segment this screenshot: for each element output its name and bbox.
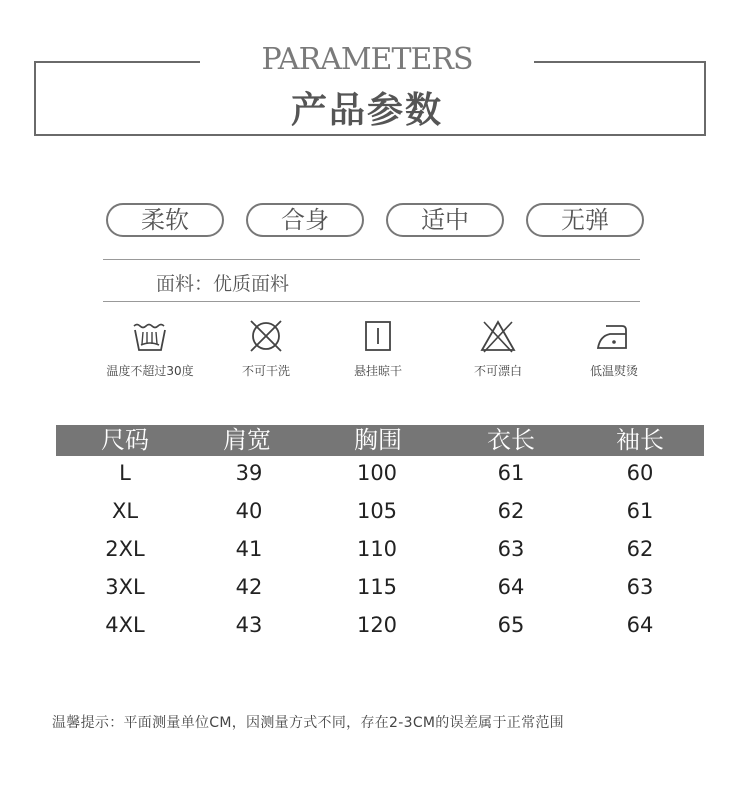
care-label-no-dry: 不可干洗 xyxy=(241,364,290,378)
care-item-no-bleach xyxy=(438,318,558,379)
size-table-header xyxy=(56,425,704,456)
table-cell: 61 xyxy=(626,499,654,523)
tag-fit: 合身 xyxy=(246,203,364,237)
table-cell: 115 xyxy=(356,575,398,599)
table-cell: 65 xyxy=(497,613,525,637)
table-cell: 120 xyxy=(356,613,398,637)
feature-tags xyxy=(106,203,646,239)
fabric-label: 面料：优质面料 xyxy=(156,273,290,295)
table-cell: 4XL xyxy=(105,613,145,637)
table-cell: 62 xyxy=(626,537,654,561)
table-cell: 60 xyxy=(626,461,654,485)
th-chest: 胸围 xyxy=(354,426,402,454)
th-size: 尺码 xyxy=(101,426,149,454)
measurement-note: 温馨提示：平面测量单位CM，因测量方式不同，存在2-3CM的误差属于正常范围 xyxy=(52,715,564,731)
no-tumble-dry-icon xyxy=(246,318,286,354)
tag-no-stretch: 无弹 xyxy=(526,203,644,237)
care-item-no-dry xyxy=(206,318,326,379)
table-cell: 63 xyxy=(497,537,525,561)
no-bleach-icon xyxy=(478,318,518,354)
care-label-wash: 温度不超过30度 xyxy=(106,364,194,378)
title-english: PARAMETERS xyxy=(261,42,473,77)
tag-moderate: 适中 xyxy=(386,203,504,237)
table-cell: 40 xyxy=(235,499,263,523)
table-cell: 63 xyxy=(626,575,654,599)
care-label-hang: 悬挂晾干 xyxy=(353,364,402,378)
title-chinese: 产品参数 xyxy=(290,90,443,131)
table-cell: 61 xyxy=(497,461,525,485)
table-cell: 64 xyxy=(497,575,525,599)
low-iron-icon xyxy=(594,318,634,354)
th-length: 衣长 xyxy=(487,426,535,454)
divider-bottom xyxy=(103,301,640,302)
care-label-no-bleach: 不可漂白 xyxy=(473,364,522,378)
th-sleeve: 袖长 xyxy=(616,426,664,454)
table-cell: 3XL xyxy=(105,575,145,599)
hang-dry-icon xyxy=(358,318,398,354)
table-cell: 42 xyxy=(235,575,263,599)
table-cell: 2XL xyxy=(105,537,145,561)
table-cell: 110 xyxy=(356,537,398,561)
table-cell: 62 xyxy=(497,499,525,523)
wash-30-icon xyxy=(130,318,170,354)
table-cell: 43 xyxy=(235,613,263,637)
care-label-iron: 低温熨烫 xyxy=(589,364,638,378)
divider-top xyxy=(103,259,640,260)
table-cell: L xyxy=(119,461,131,485)
table-cell: 39 xyxy=(235,461,263,485)
table-cell: XL xyxy=(111,499,139,523)
care-item-iron xyxy=(554,318,674,379)
table-cell: 100 xyxy=(356,461,398,485)
table-cell: 64 xyxy=(626,613,654,637)
th-shoulder: 肩宽 xyxy=(223,426,271,454)
table-cell: 41 xyxy=(235,537,263,561)
tag-soft: 柔软 xyxy=(106,203,224,237)
care-item-hang xyxy=(318,318,438,379)
care-item-wash xyxy=(90,318,210,379)
table-cell: 105 xyxy=(356,499,398,523)
